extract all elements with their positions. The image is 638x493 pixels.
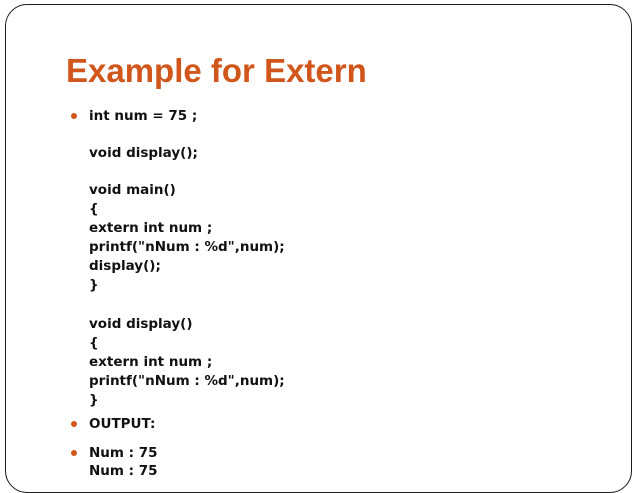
code-line: void main() — [89, 182, 176, 198]
code-line: { — [89, 335, 99, 351]
bullet-dot-icon — [71, 450, 77, 456]
code-line: printf("nNum : %d",num); — [89, 373, 285, 389]
code-line: void display(); — [89, 145, 198, 161]
slide-title: Example for Extern — [66, 52, 367, 89]
code-line: extern int num ; — [89, 354, 213, 370]
code-line: } — [89, 392, 99, 408]
code-line: { — [89, 201, 99, 217]
code-line: display(); — [89, 258, 161, 274]
code-line: extern int num ; — [89, 220, 213, 236]
code-line: void display() — [89, 316, 193, 332]
output-label: OUTPUT: — [89, 416, 156, 432]
bullet-dot-icon — [71, 421, 77, 427]
output-line: Num : 75 — [89, 445, 158, 461]
code-line: } — [89, 277, 99, 293]
code-line: printf("nNum : %d",num); — [89, 239, 285, 255]
bullet-dot-icon — [71, 113, 77, 119]
output-line: Num : 75 — [89, 463, 158, 479]
code-line: int num = 75 ; — [89, 108, 198, 124]
